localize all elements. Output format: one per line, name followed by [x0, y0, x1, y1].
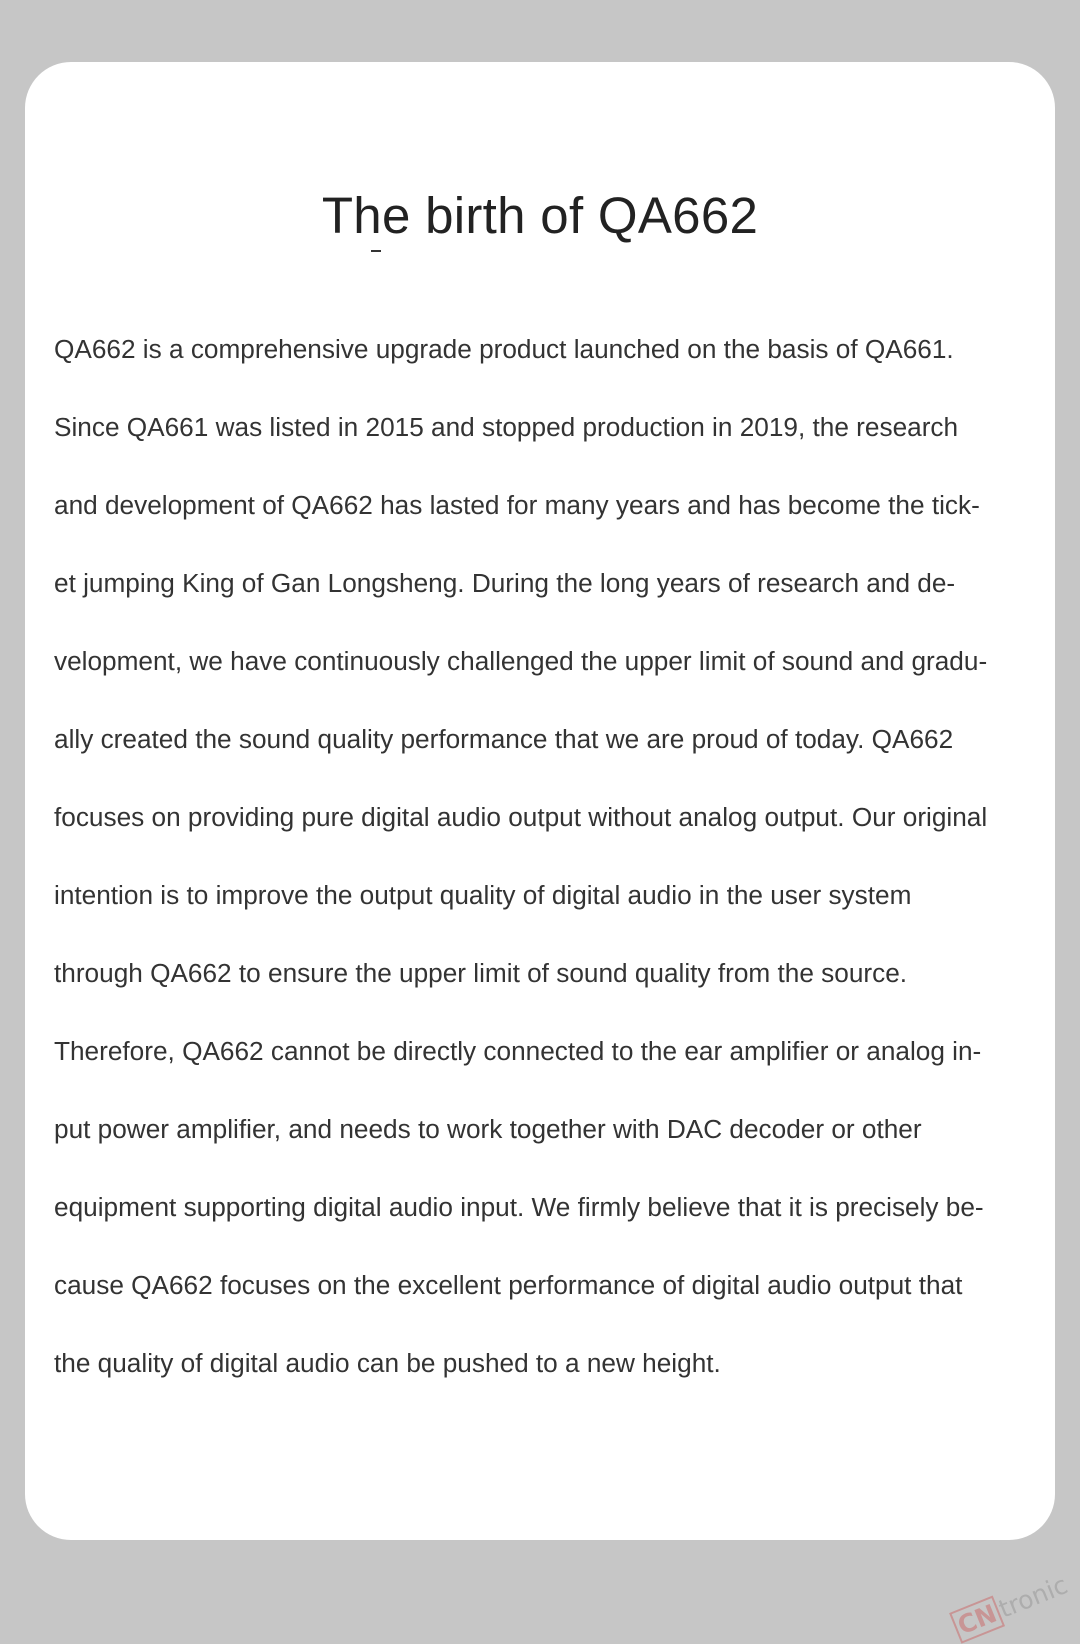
body-line: the quality of digital audio can be pushed to a new height. [54, 1348, 721, 1378]
body-line: intention is to improve the output quality of digital audio in the user system [54, 880, 912, 910]
body-line: QA662 is a comprehensive upgrade product launched on the basis of QA661. [54, 334, 954, 364]
body-line: and development of QA662 has lasted for many years and has become the tick- [54, 490, 980, 520]
body-line: Therefore, QA662 cannot be directly connected to the ear amplifier or analog in- [54, 1036, 982, 1066]
body-line: et jumping King of Gan Longsheng. During the long years of research and de- [54, 568, 956, 598]
watermark-tronic: tronic [994, 1570, 1072, 1624]
watermark-cn: CN [949, 1595, 1005, 1643]
article-body [54, 318, 1054, 1410]
body-line: ally created the sound quality performance that we are proud of today. QA662 [54, 724, 954, 754]
body-line: cause QA662 focuses on the excellent performance of digital audio output that [54, 1270, 963, 1300]
title-underline-mark [371, 250, 381, 252]
body-line: velopment, we have continuously challenged the upper limit of sound and gradu- [54, 646, 988, 676]
page-title: The birth of QA662 [321, 187, 759, 244]
body-line: put power amplifier, and needs to work together with DAC decoder or other [54, 1114, 922, 1144]
body-line: equipment supporting digital audio input. We firmly believe that it is precisely be- [54, 1192, 984, 1222]
watermark-logo [951, 1571, 1072, 1642]
body-line: focuses on providing pure digital audio output without analog output. Our original [54, 802, 988, 832]
body-line: Since QA661 was listed in 2015 and stopped production in 2019, the research [54, 412, 959, 442]
body-line: through QA662 to ensure the upper limit of sound quality from the source. [54, 958, 908, 988]
